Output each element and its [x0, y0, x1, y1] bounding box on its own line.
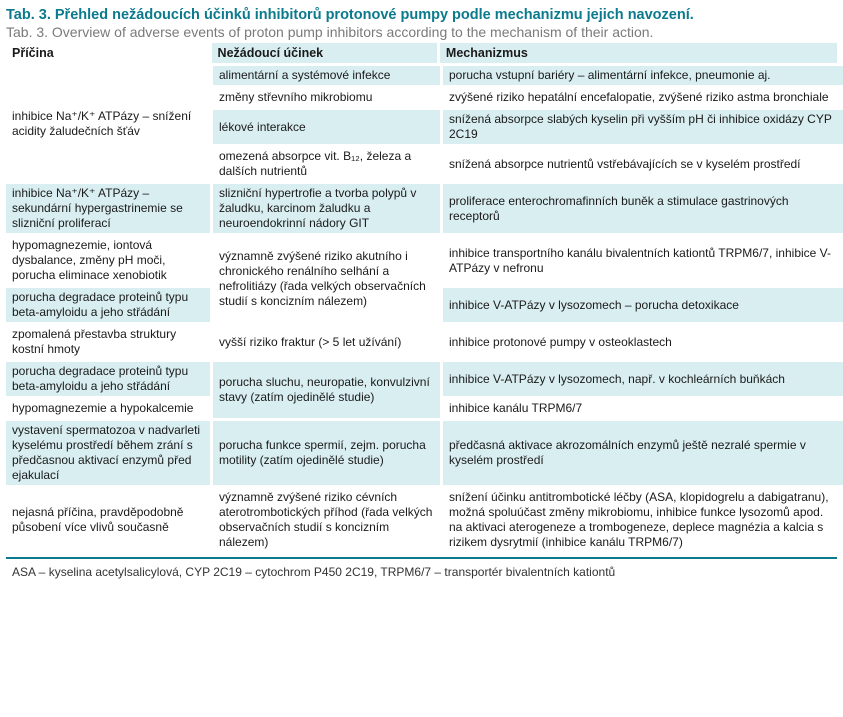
cause-cell: porucha degradace proteinů typu beta-amyloidu a jeho střádání — [6, 362, 210, 396]
header-cause: Příčina — [12, 46, 54, 60]
cause-cell: vystavení spermatozoa v nadvarleti kyselému prostředí během zrání s předčasnou aktivací enzymů před ejakulací — [6, 421, 210, 485]
cause-cell: nejasná příčina, pravděpodobně působení více vlivů současně — [6, 488, 210, 552]
table-row — [6, 325, 843, 359]
mechanism-cell: snížení účinku antitrombotické léčby (ASA, klopidogrelu a dabigatranu), možná spoluúčast změny mikrobiomu, inhibice funkce lysozomů apod. na aktivaci aterogeneze a trombogeneze, deplece magnézia a kalcia s rizikem dysrytmií (inhibice kanálu TRPM6/7) — [443, 488, 843, 552]
effect-cell: významně zvýšené riziko cévních aterotrombotických příhod (řada velkých observačních studií s koncizním nálezem) — [213, 488, 440, 552]
mechanism-cell: porucha vstupní bariéry – alimentární infekce, pneumonie aj. — [443, 66, 843, 85]
table-row — [6, 421, 843, 485]
effect-cell: změny střevního mikrobiomu — [213, 88, 440, 107]
table-footnote: ASA – kyselina acetylsalicylová, CYP 2C19 – cytochrom P450 2C19, TRPM6/7 – transportér bivalentních kationtů — [6, 557, 837, 586]
mechanism-cell: inhibice protonové pumpy v osteoklastech — [443, 325, 843, 359]
effect-cell: slizniční hypertrofie a tvorba polypů v žaludku, karcinom žaludku a neuroendokrinní nádory GIT — [213, 184, 440, 233]
cause-cell: zpomalená přestavba struktury kostní hmoty — [6, 325, 210, 359]
table-row — [6, 236, 843, 285]
mechanism-cell: inhibice transportního kanálu bivalentních kationtů TRPM6/7, inhibice V-ATPázy v nefronu — [443, 236, 843, 285]
table-row — [6, 66, 843, 85]
effect-cell: porucha funkce spermií, zejm. porucha motility (zatím ojedinělé studie) — [213, 421, 440, 485]
mechanism-cell: předčasná aktivace akrozomálních enzymů ještě nezralé spermie v kyselém prostředí — [443, 421, 843, 485]
table-row — [6, 184, 843, 233]
effect-cell: lékové interakce — [213, 110, 440, 144]
table-subtitle: Tab. 3. Overview of adverse events of proton pump inhibitors according to the mechanism of their action. — [6, 24, 654, 40]
cause-cell: hypomagnezemie a hypokalcemie — [6, 399, 210, 418]
mechanism-cell: inhibice kanálu TRPM6/7 — [443, 399, 843, 418]
adverse-events-table — [3, 63, 843, 555]
effect-cell: porucha sluchu, neuropatie, konvulzivní stavy (zatím ojedinělé studie) — [213, 362, 440, 418]
mechanism-cell: inhibice V-ATPázy v lysozomech – porucha detoxikace — [443, 288, 843, 322]
mechanism-cell: snížená absorpce nutrientů vstřebávajících se v kyselém prostředí — [443, 147, 843, 181]
cause-cell: inhibice Na⁺/K⁺ ATPázy – sekundární hypergastrinemie se slizniční proliferací — [6, 184, 210, 233]
effect-cell: významně zvýšené riziko akutního i chronického renálního selhání a nefrolitiázy (řada velkých observačních studií s koncizním nálezem) — [213, 236, 440, 322]
table-row — [6, 362, 843, 396]
effect-cell: vyšší riziko fraktur (> 5 let užívání) — [213, 325, 440, 359]
effect-cell: alimentární a systémové infekce — [213, 66, 440, 85]
cause-cell: porucha degradace proteinů typu beta-amyloidu a jeho střádání — [6, 288, 210, 322]
header-effect: Nežádoucí účinek — [212, 43, 437, 63]
mechanism-cell: proliferace enterochromafinních buněk a stimulace gastrinových receptorů — [443, 184, 843, 233]
mechanism-cell: inhibice V-ATPázy v lysozomech, např. v kochleárních buňkách — [443, 362, 843, 396]
header-mechanism: Mechanizmus — [440, 43, 837, 63]
table-row — [6, 488, 843, 552]
table-title: Tab. 3. Přehled nežádoucích účinků inhibitorů protonové pumpy podle mechanizmu jejich navození. — [6, 7, 694, 23]
mechanism-cell: zvýšené riziko hepatální encefalopatie, zvýšené riziko astma bronchiale — [443, 88, 843, 107]
mechanism-cell: snížená absorpce slabých kyselin při vyšším pH či inhibice oxidázy CYP 2C19 — [443, 110, 843, 144]
cause-cell: inhibice Na⁺/K⁺ ATPázy – snížení acidity žaludečních šťáv — [6, 66, 210, 181]
cause-cell: hypomagnezemie, iontová dysbalance, změny pH moči, porucha eliminace xenobiotik — [6, 236, 210, 285]
table-header — [6, 43, 837, 63]
effect-cell: omezená absorpce vit. B₁₂, železa a dalších nutrientů — [213, 147, 440, 181]
